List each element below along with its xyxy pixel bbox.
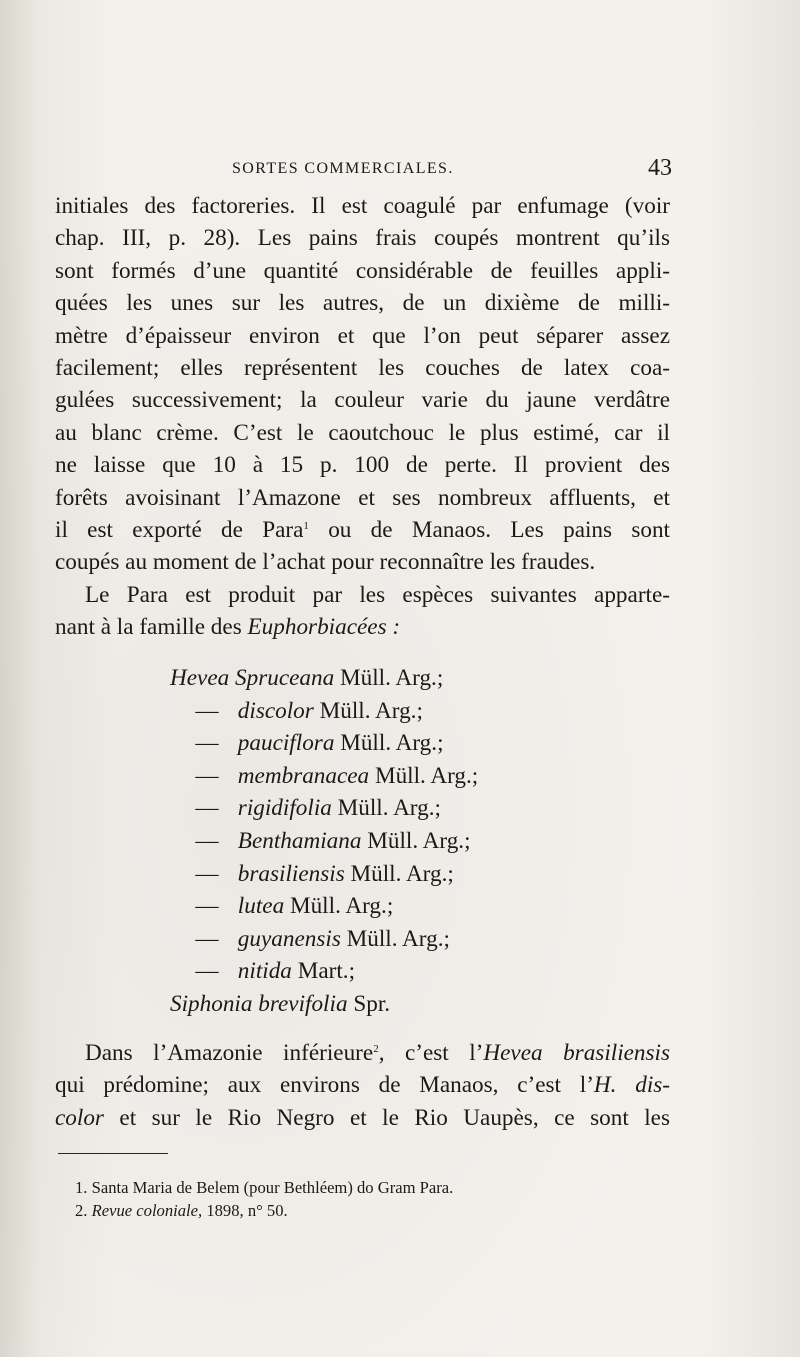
text-line: sont formés d’une quantité considérable de feuilles appli- [55, 257, 670, 284]
footnote-ref-1: 1 [303, 519, 309, 532]
species-author: Müll. Arg.; [369, 762, 479, 789]
line-segment: ou de Manaos. Les pains sont [308, 516, 670, 543]
species-author: Müll. Arg.; [284, 893, 394, 920]
text-line: facilement; elles représentent les couches de latex coa- [55, 354, 670, 381]
ditto-dash: — [195, 893, 219, 920]
page-number: 43 [648, 155, 672, 181]
species-name: membranacea [237, 762, 370, 789]
text-line: forêts avoisinant l’Amazone et ses nombreux affluents, et [55, 484, 670, 511]
line-segment: , c’est l’ [378, 1040, 484, 1066]
ditto-dash: — [195, 730, 219, 757]
ditto-dash: — [195, 958, 219, 985]
text-line: coupés au moment de l’achat pour reconnaître les fraudes. [55, 549, 596, 576]
species-name: lutea [237, 893, 285, 920]
text-line [55, 1069, 670, 1101]
closing-paragraph [55, 1037, 671, 1134]
ditto-dash: — [195, 925, 219, 952]
species-name: Benthamiana [237, 827, 362, 854]
species-name: brasiliensis [237, 860, 345, 887]
footnote-rule [58, 1153, 168, 1154]
line-segment: et sur le Rio Negro et le Rio Uaupès, ce sont les [103, 1104, 670, 1131]
ditto-dash: — [195, 827, 219, 854]
species-author: Spr. [347, 990, 391, 1017]
species-author: Müll. Arg.; [344, 860, 454, 887]
ditto-dash: — [195, 795, 219, 822]
text-line [55, 611, 670, 643]
text-line: gulées successivement; la couleur varie du jaune verdâtre [55, 387, 670, 414]
species-name: Siphonia brevifolia [170, 990, 348, 1017]
text-line: chap. III, p. 28). Les pains frais coupés montrent qu’ils [55, 225, 670, 252]
running-title: SORTES COMMERCIALES. [232, 160, 454, 177]
family-name: Euphorbiacées : [247, 614, 401, 641]
footnote-journal: Revue coloniale, [87, 1201, 203, 1220]
species-name: guyanensis [237, 925, 341, 952]
footnote-2 [75, 1199, 453, 1222]
species-name: nitida [237, 958, 292, 985]
species-author: Müll. Arg.; [340, 925, 450, 952]
footnotes [75, 1176, 453, 1222]
text-line: Le Para est produit par les espèces suivantes apparte- [85, 581, 670, 608]
species-name: pauciflora [237, 730, 335, 757]
main-text [55, 190, 670, 643]
ditto-dash: — [195, 697, 219, 724]
species-item [168, 890, 478, 923]
footnote-1 [75, 1176, 453, 1199]
species-list [168, 662, 478, 1021]
page-header [232, 155, 672, 188]
species-item [168, 760, 478, 793]
species-name: Hevea brasiliensis [483, 1040, 671, 1066]
species-author: Mart.; [291, 958, 356, 985]
species-name: discolor [237, 697, 314, 724]
text-line [55, 514, 670, 546]
text-line: initiales des factoreries. Il est coagulé par enfumage (voir [55, 193, 670, 219]
species-author: Müll. Arg.; [361, 827, 471, 854]
footnote-ref-2: 2 [373, 1043, 379, 1055]
species-item [168, 858, 478, 891]
species-item [168, 923, 478, 956]
species-name: color [55, 1104, 104, 1131]
text-line: mètre d’épaisseur environ et que l’on peut séparer assez [55, 322, 670, 349]
species-author: Müll. Arg.; [334, 730, 444, 757]
line-segment: Dans l’Amazonie inférieure [85, 1040, 374, 1066]
text-line: au blanc crème. C’est le caoutchouc le plus estimé, car il [55, 419, 670, 446]
footnote-number: 2. [75, 1201, 88, 1220]
text-line: quées les unes sur les autres, de un dixième de milli- [55, 290, 670, 317]
species-name: Hevea Spruceana [170, 665, 335, 691]
line-segment: nant à la famille des [55, 614, 248, 641]
species-name: rigidifolia [237, 795, 332, 822]
species-author: Müll. Arg.; [334, 665, 444, 691]
footnote-text: 1898, n° 50. [202, 1201, 288, 1220]
species-item [168, 792, 478, 825]
line-segment: il est exporté de Para [55, 516, 304, 543]
line-segment: qui prédomine; aux environs de Manaos, c’est l’ [55, 1072, 594, 1099]
ditto-dash: — [195, 762, 219, 789]
text-line [55, 1102, 670, 1134]
species-author: Müll. Arg.; [313, 697, 423, 724]
species-item [168, 662, 478, 695]
species-item [168, 955, 478, 988]
footnote-number: 1. [75, 1178, 88, 1197]
text-line [85, 1037, 670, 1069]
species-name: H. dis- [593, 1072, 671, 1099]
species-item [168, 825, 478, 858]
species-item [168, 695, 478, 728]
footnote-text: Santa Maria de Belem (pour Bethléem) do Gram Para. [87, 1178, 454, 1197]
species-item [168, 988, 478, 1021]
ditto-dash: — [195, 860, 219, 887]
text-line: ne laisse que 10 à 15 p. 100 de perte. Il provient des [55, 452, 670, 479]
species-item [168, 727, 478, 760]
species-author: Müll. Arg.; [331, 795, 441, 822]
